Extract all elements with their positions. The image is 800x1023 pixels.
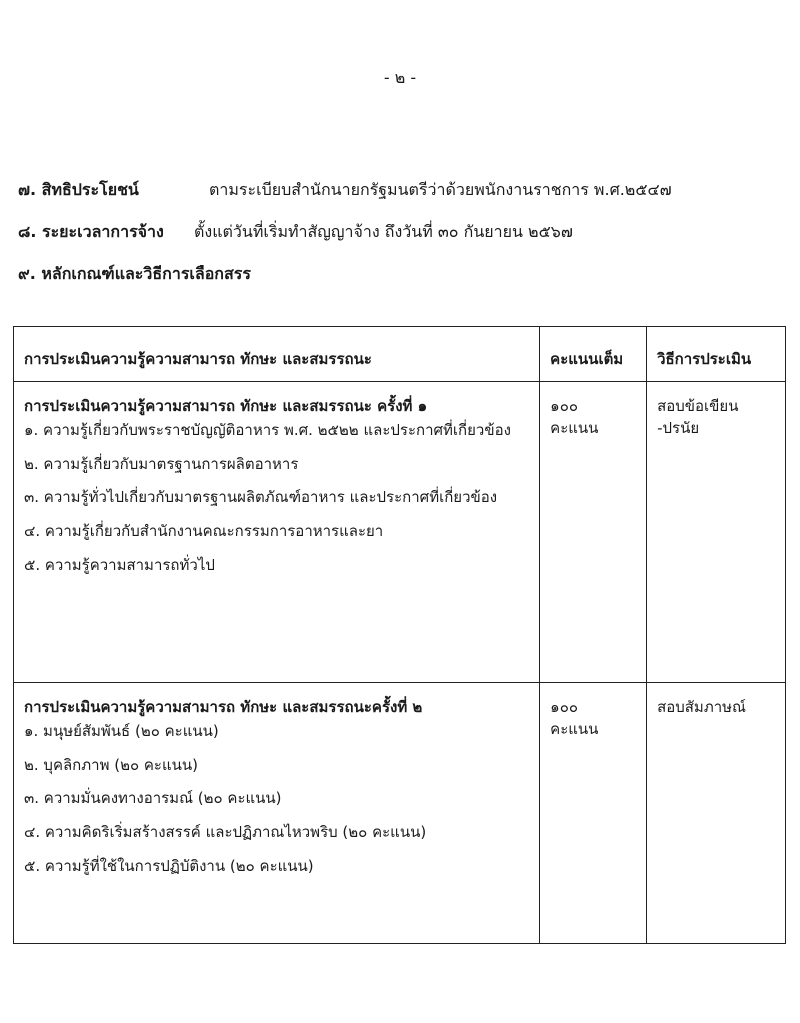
method-detail: -ปรนัย — [657, 418, 700, 437]
section-criteria — [18, 262, 251, 287]
score-unit: คะแนน — [550, 719, 599, 738]
section-benefits-label: ๗. สิทธิประโยชน์ — [18, 180, 139, 199]
section-benefits-value: ตามระเบียบสำนักนายกรัฐมนตรีว่าด้วยพนักงานราชการ พ.ศ.๒๕๔๗ — [209, 180, 672, 199]
table-row — [14, 683, 786, 944]
list-item: ๑. ความรู้เกี่ยวกับพระราชบัญญัติอาหาร พ.ศ. ๒๕๒๒ และประกาศที่เกี่ยวข้อง — [24, 420, 511, 439]
group-title: การประเมินความรู้ความสามารถ ทักษะ และสมรรถนะครั้งที่ ๒ — [24, 698, 423, 716]
header-assessment: การประเมินความรู้ความสามารถ ทักษะ และสมรรถนะ — [14, 327, 540, 382]
assessment-group-1 — [14, 382, 540, 683]
score-value: ๑๐๐ — [550, 698, 579, 716]
method-value: สอบสัมภาษณ์ — [657, 698, 746, 716]
list-item: ๒. ความรู้เกี่ยวกับมาตรฐานการผลิตอาหาร — [24, 454, 299, 473]
score-group-2 — [540, 683, 647, 944]
list-item: ๓. ความรู้ทั่วไปเกี่ยวกับมาตรฐานผลิตภัณฑ์อาหาร และประกาศที่เกี่ยวข้อง — [24, 488, 498, 507]
score-unit: คะแนน — [550, 418, 599, 437]
header-method: วิธีการประเมิน — [647, 327, 786, 382]
section-criteria-label: ๙. หลักเกณฑ์และวิธีการเลือกสรร — [18, 264, 251, 283]
section-duration — [18, 220, 573, 245]
list-item: ๕. ความรู้ที่ใช้ในการปฏิบัติงาน (๒๐ คะแนน) — [24, 856, 314, 875]
assessment-group-2 — [14, 683, 540, 944]
table-row — [14, 382, 786, 683]
section-benefits — [18, 178, 672, 203]
section-duration-label: ๘. ระยะเวลาการจ้าง — [18, 222, 164, 241]
list-item: ๕. ความรู้ความสามารถทั่วไป — [24, 555, 215, 574]
list-item: ๔. ความรู้เกี่ยวกับสำนักงานคณะกรรมการอาหารและยา — [24, 522, 384, 540]
list-item: ๓. ความมั่นคงทางอารมณ์ (๒๐ คะแนน) — [24, 789, 282, 808]
method-group-2 — [647, 683, 786, 944]
list-item: ๑. มนุษย์สัมพันธ์ (๒๐ คะแนน) — [24, 721, 219, 740]
criteria-table — [13, 326, 786, 944]
method-value: สอบข้อเขียน — [657, 397, 739, 415]
header-full-score: คะแนนเต็ม — [540, 327, 647, 382]
table-header-row — [14, 327, 786, 382]
method-group-1 — [647, 382, 786, 683]
score-group-1 — [540, 382, 647, 683]
list-item: ๒. บุคลิกภาพ (๒๐ คะแนน) — [24, 755, 199, 774]
section-duration-value: ตั้งแต่วันที่เริ่มทำสัญญาจ้าง ถึงวันที่ ๓๐ กันยายน ๒๕๖๗ — [194, 222, 573, 241]
page-number: - ๒ - — [383, 68, 417, 87]
list-item: ๔. ความคิดริเริ่มสร้างสรรค์ และปฏิภาณไหวพริบ (๒๐ คะแนน) — [24, 823, 427, 841]
group-title: การประเมินความรู้ความสามารถ ทักษะ และสมรรถนะ ครั้งที่ ๑ — [24, 397, 428, 415]
score-value: ๑๐๐ — [550, 397, 579, 415]
